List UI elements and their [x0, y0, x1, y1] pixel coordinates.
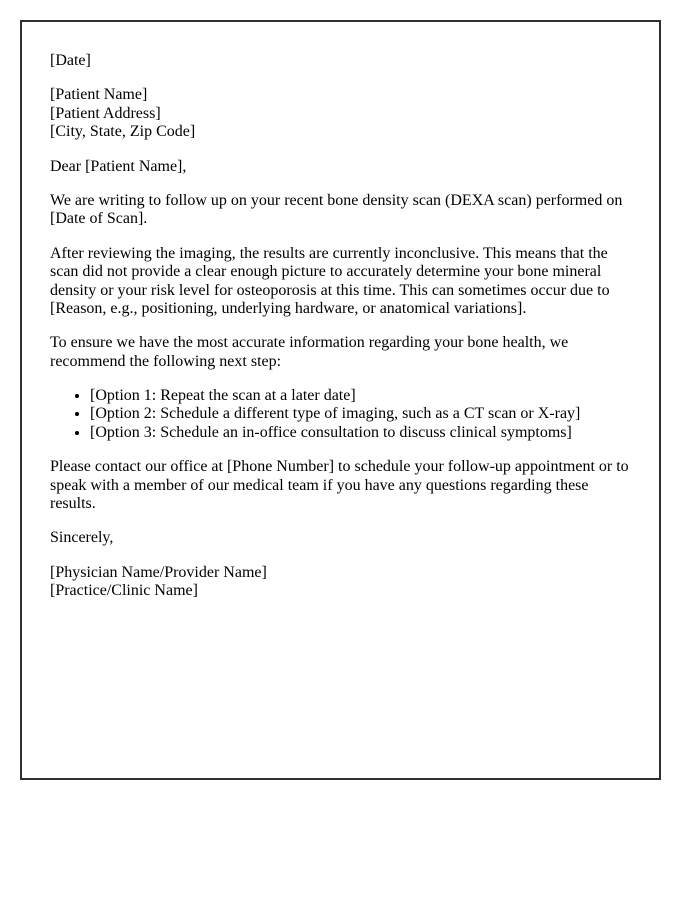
salutation: Dear [Patient Name], — [50, 157, 187, 175]
option-item-different-imaging: • [Option 2: Schedule a different type of imaging, such as a CT scan or X-ray] — [90, 405, 635, 423]
paragraph-inconclusive-results: After reviewing the imaging, the results are currently inconclusive. This means that the scan did not provide a clear enough picture to accurately determine your bone mineral density or your risk level for osteoporosis at this time. This can sometimes occur due to [Reason, e.g., positioning, underlying hardware, or anatomical variations]. — [50, 244, 610, 317]
recipient-address-block — [50, 86, 635, 141]
option-item-consultation: • [Option 3: Schedule an in-office consultation to discuss clinical symptoms] — [90, 424, 635, 442]
closing: Sincerely, — [50, 529, 114, 547]
recipient-name: [Patient Name] — [50, 86, 148, 104]
next-step-options-list — [50, 387, 635, 442]
date-placeholder: [Date] — [50, 52, 91, 69]
practice-name-placeholder: [Practice/Clinic Name] — [50, 582, 198, 600]
recipient-city-state-zip: [City, State, Zip Code] — [50, 123, 196, 141]
recipient-address: [Patient Address] — [50, 104, 161, 122]
signature-block — [50, 564, 635, 601]
paragraph-next-step-intro: To ensure we have the most accurate information regarding your bone health, we recommend the following next step: — [50, 334, 569, 370]
letter-page — [20, 20, 661, 780]
paragraph-contact-office: Please contact our office at [Phone Number] to schedule your follow-up appointment or to speak with a member of our medical team if you have any questions regarding these results. — [50, 458, 629, 513]
paragraph-intro: We are writing to follow up on your recent bone density scan (DEXA scan) performed on [Date of Scan]. — [50, 191, 623, 228]
option-item-repeat-scan: • [Option 1: Repeat the scan at a later date] — [90, 387, 635, 405]
physician-name-placeholder: [Physician Name/Provider Name] — [50, 563, 267, 581]
